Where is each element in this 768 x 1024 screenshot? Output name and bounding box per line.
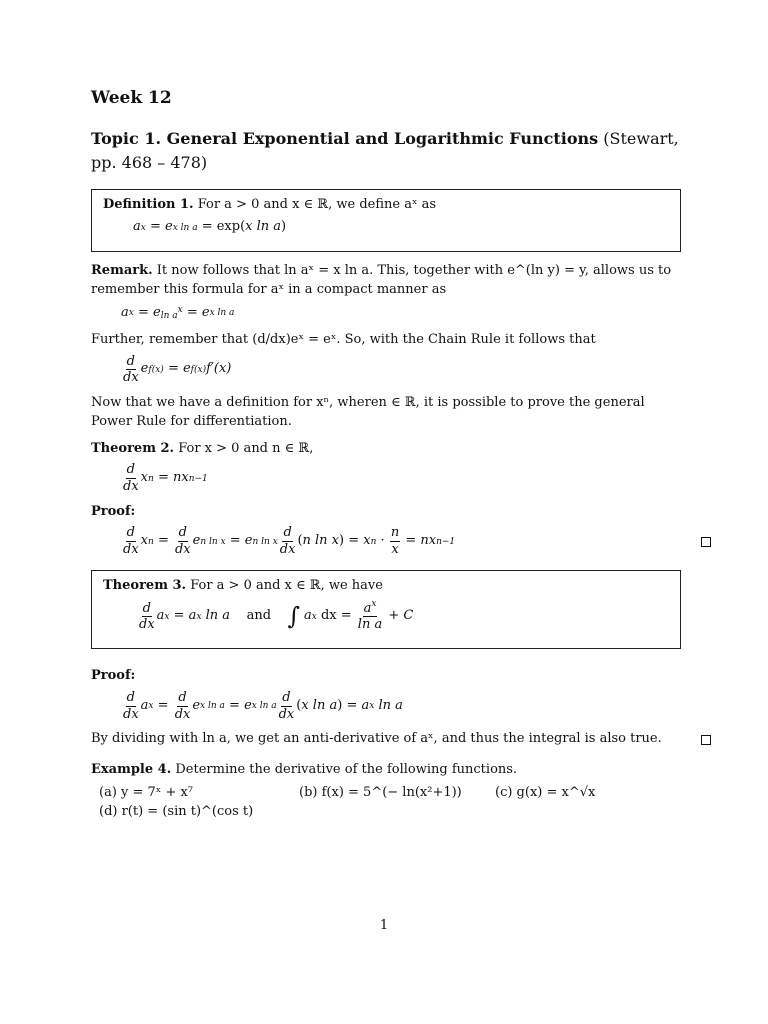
theorem3-equation: $\frac{d}{dx}$ a x = a x ln a and ∫ a x dx = $\frac{a^x}{\text{ln a}}$ + C: [139, 598, 414, 633]
example4-text: Determine the derivative of the following functions.: [175, 762, 518, 778]
example-item: (c) g(x) = x^√x: [495, 785, 596, 800]
topic-heading: [91, 127, 681, 175]
example-item: (d) r(t) = (sin t)^(cos t): [99, 803, 254, 819]
further-paragraph: Further, remember that (d/dx)eˣ = eˣ. So, with the Chain Rule it follows that: [91, 331, 596, 347]
theorem3-text: For a > 0 and x ∈ ℝ, we have: [190, 577, 383, 593]
proof2-label: Proof:: [91, 668, 136, 684]
qed-square: [701, 537, 711, 547]
week-heading: Week 12: [91, 88, 172, 108]
example-item: (b) f(x) = 5^(− ln(x²+1)): [299, 785, 462, 800]
qed-square: [701, 735, 711, 745]
dividing-paragraph: [91, 730, 681, 749]
theorem3-label: Theorem 3.: [103, 577, 187, 593]
definition-box: [91, 189, 681, 253]
proof1-equation: $\frac{d}{dx}$ x n = $\frac{d}{dx}$ e n ln x = e n ln x $\frac{d}{dx}$ ( n ln x ) = x n · $\frac{n}{x}$ = nx n−1: [121, 525, 681, 557]
definition-equation: a x = e x ln a = exp( x ln a ): [133, 219, 287, 235]
topic-reference: (Stewart, pp. 468 – 478): [91, 128, 679, 172]
theorem2-equation: $\frac{d}{dx}$ x n = nx n−1: [123, 462, 208, 495]
chain-rule-equation: $\frac{d}{dx}$ e f(x) = e f(x) f′(x): [123, 353, 232, 386]
example-item: (a) y = 7ˣ + x⁷: [99, 785, 194, 800]
remark-equation: a x = e $\ln a^x$ = e x ln a: [121, 305, 235, 322]
example4-label: Example 4.: [91, 762, 172, 778]
remark-paragraph: [91, 262, 681, 300]
page-number: 1: [379, 918, 389, 933]
theorem2-label: Theorem 2.: [91, 440, 175, 456]
topic-title: Topic 1. General Exponential and Logarithmic Functions: [91, 128, 599, 148]
remark-text: It now follows that ln aˣ = x ln a. This, together with e^(ln y) = y, allows us to remember this formula for aˣ in a compact manner as: [91, 263, 672, 298]
proof1-label: Proof:: [91, 503, 136, 519]
definition-text: For a > 0 and x ∈ ℝ, we define aˣ as: [197, 196, 437, 212]
and-word: and: [246, 608, 272, 624]
theorem2-text: For x > 0 and n ∈ ℝ,: [178, 440, 314, 456]
document-page: [91, 86, 681, 822]
remark-label: Remark.: [91, 263, 153, 279]
dividing-text: By dividing with ln a, we get an anti-derivative of aˣ, and thus the integral is also true.: [91, 731, 662, 747]
definition-label: Definition 1.: [103, 196, 194, 212]
example4-statement: [91, 761, 681, 780]
proof2-equation: $\frac{d}{dx}$ a x = $\frac{d}{dx}$ e x ln a = e x ln a $\frac{d}{dx}$ ( x ln a ) = a x ln a: [123, 690, 403, 722]
theorem2-statement: [91, 440, 681, 459]
theorem3-box: [91, 570, 681, 650]
example4-items: [99, 784, 681, 822]
power-rule-paragraph: Now that we have a definition for xⁿ, wheren ∈ ℝ, it is possible to prove the general Power Rule for differentiation.: [91, 394, 645, 429]
